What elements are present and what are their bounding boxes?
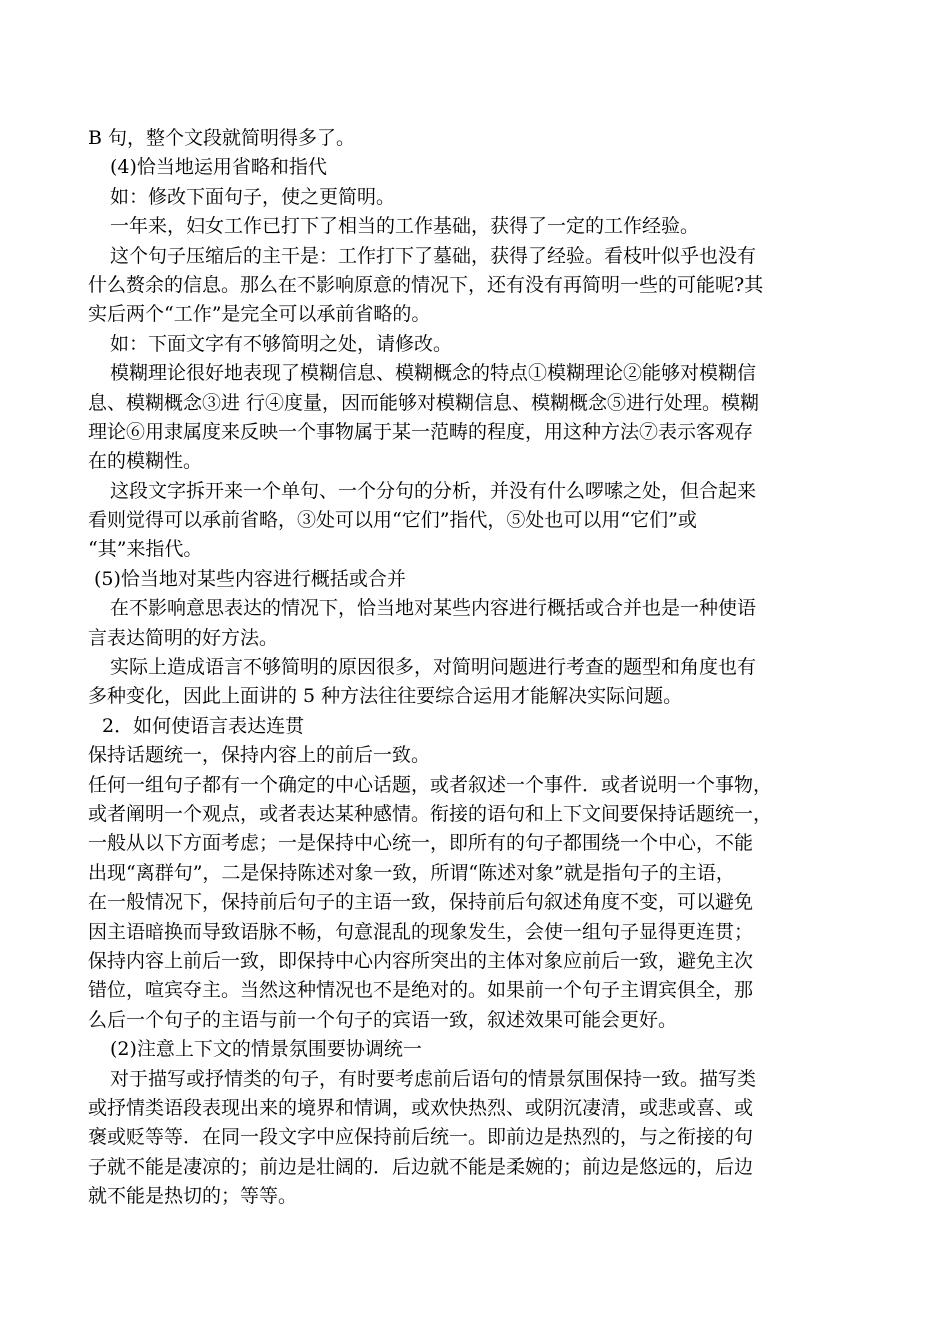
text-line: 就不能是热切的；等等。 xyxy=(88,1185,298,1208)
text-line: 褒或贬等等．在同一段文字中应保持前后统一。即前边是热烈的，与之衔接的句 xyxy=(88,1126,754,1149)
text-line: 出现“离群句”，二是保持陈述对象一致，所谓“陈述对象”就是指句子的主语， xyxy=(88,861,735,884)
text-line: 息、模糊概念③进 行④度量，因而能够对模糊信息、模糊概念⑤进行处理。模糊 xyxy=(88,391,760,414)
text-line: 或者阐明一个观点，或者表达某种感情。衔接的语句和上下文间要保持话题统一， xyxy=(88,802,773,825)
text-line: 错位，喧宾夺主。当然这种情况也不是绝对的。如果前一个句子主谓宾俱全，那 xyxy=(88,979,754,1002)
text-line: “其”来指代。 xyxy=(88,538,203,561)
text-line: 实后两个“工作”是完全可以承前省略的。 xyxy=(88,303,431,326)
text-line: 这个句子压缩后的主干是：工作打下了墓础，获得了经验。看枝叶似乎也没有 xyxy=(110,244,757,267)
text-line: 模糊理论很好地表现了模糊信息、模糊概念的特点①模糊理论②能够对模糊信 xyxy=(110,362,757,385)
text-line: 看则觉得可以承前省略，③处可以用“它们”指代，⑤处也可以用“它们”或 xyxy=(88,509,697,532)
text-line: 在的模糊性。 xyxy=(88,450,203,473)
document-body xyxy=(88,124,862,1211)
text-line: 在不影响意思表达的情况下，恰当地对某些内容进行概括或合并也是一种使语 xyxy=(110,597,757,620)
text-line: 保持话题统一，保持内容上的前后一致。 xyxy=(88,744,431,767)
text-line: 实际上造成语言不够简明的原因很多，对简明问题进行考查的题型和角度也有 xyxy=(110,656,757,679)
section-heading: (4)恰当地运用省略和指代 xyxy=(110,156,327,179)
text-line: 或抒情类语段表现出来的境界和情调，或欢快热烈、或阴沉凄清，或悲或喜、或 xyxy=(88,1096,754,1119)
text-line: 子就不能是凄凉的；前边是壮阔的．后边就不能是柔婉的；前边是悠远的，后边 xyxy=(88,1155,754,1178)
section-heading: 2．如何使语言表达连贯 xyxy=(102,714,305,737)
text-line: 任何一组句子都有一个确定的中心话题，或者叙述一个事件．或者说明一个事物， xyxy=(88,773,773,796)
text-line: 如：修改下面句子，使之更简明。 xyxy=(110,185,396,208)
text-line: 什么赘余的信息。那么在不影响原意的情况下，还有没有再简明一些的可能呢?其 xyxy=(88,273,764,296)
text-line: 多种变化，因此上面讲的 5 种方法往往要综合运用才能解决实际问题。 xyxy=(88,685,683,708)
text-line: 保持内容上前后一致，即保持中心内容所突出的主体对象应前后一致，避免主次 xyxy=(88,949,754,972)
section-heading: (2)注意上下文的情景氛围要协调统一 xyxy=(110,1038,422,1061)
text-line: 一年来，妇女工作已打下了相当的工作基础，获得了一定的工作经验。 xyxy=(110,215,700,238)
text-line: 理论⑥用隶属度来反映一个事物属于某一范畴的程度，用这种方法⑦表示客观存 xyxy=(88,420,754,443)
text-line: B 句，整个文段就简明得多了。 xyxy=(88,127,356,149)
text-line: 如：下面文字有不够简明之处，请修改。 xyxy=(110,332,453,355)
section-heading: (5)恰当地对某些内容进行概括或合并 xyxy=(94,567,406,590)
text-line: 对于描写或抒情类的句子，有时要考虑前后语句的情景氛围保持一致。描写类 xyxy=(110,1067,757,1090)
text-line: 言表达简明的好方法。 xyxy=(88,626,279,649)
text-line: 一般从以下方面考虑；一是保持中心统一，即所有的句子都围绕一个中心，不能 xyxy=(88,832,754,855)
text-line: 么后一个句子的主语与前一个句子的宾语一致，叙述效果可能会更好。 xyxy=(88,1008,678,1031)
text-line: 在一般情况下，保持前后句子的主语一致，保持前后句叙述角度不变，可以避免 xyxy=(88,891,754,914)
text-line: 这段文字拆开来一个单句、一个分句的分析，并没有什么啰嗦之处，但合起来 xyxy=(110,479,757,502)
text-line: 因主语暗换而导致语脉不畅，句意混乱的现象发生，会使一组句子显得更连贯； xyxy=(88,920,754,943)
